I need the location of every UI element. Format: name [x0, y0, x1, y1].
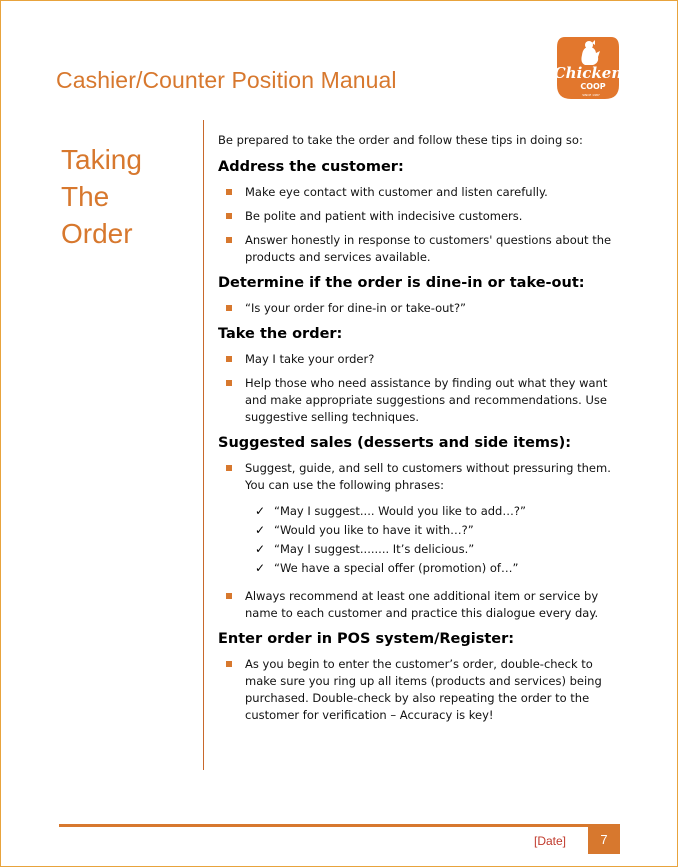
page-number-badge: 7 — [588, 827, 620, 854]
check-item — [245, 540, 623, 559]
list-item-text: Make eye contact with customer and listen carefully. — [245, 185, 548, 199]
section-title-line-2: Order — [61, 218, 133, 249]
vertical-divider — [203, 120, 204, 770]
bullet-list-take-order — [218, 351, 623, 426]
check-item — [245, 521, 623, 540]
document-title: Cashier/Counter Position Manual — [56, 67, 397, 93]
heading-suggested-sales: Suggested sales (desserts and side items): — [218, 435, 572, 451]
list-item — [218, 300, 623, 317]
list-item — [218, 460, 623, 578]
square-bullet-icon — [226, 593, 232, 599]
list-item-text: May I take your order? — [245, 352, 375, 366]
checkmark-icon: ✓ — [255, 542, 266, 556]
square-bullet-icon — [226, 465, 232, 471]
bullet-list-suggested-sales — [218, 460, 623, 622]
list-item — [218, 656, 623, 724]
list-item — [218, 232, 623, 266]
intro-text: Be prepared to take the order and follow these tips in doing so: — [218, 133, 583, 147]
content-body — [218, 132, 623, 731]
list-item — [218, 184, 623, 201]
heading-address-customer: Address the customer: — [218, 159, 404, 175]
svg-text:Chicken: Chicken — [553, 64, 623, 82]
logo-graphic — [553, 33, 623, 103]
check-item-text: “May I suggest........ It’s delicious.” — [274, 542, 475, 556]
list-item-text: Answer honestly in response to customers' questions about the products and services available. — [245, 233, 612, 264]
bullet-list-address-customer — [218, 184, 623, 266]
svg-text:SINCE 1987: SINCE 1987 — [582, 93, 600, 97]
list-item-text: Always recommend at least one additional item or service by name to each customer and practice this dialogue every day. — [245, 589, 599, 620]
square-bullet-icon — [226, 661, 232, 667]
footer-rule — [59, 824, 620, 827]
check-item-text: “May I suggest.... Would you like to add…?” — [274, 504, 526, 518]
check-item — [245, 559, 623, 578]
square-bullet-icon — [226, 380, 232, 386]
heading-dine-in-take-out: Determine if the order is dine-in or take-out: — [218, 275, 585, 291]
list-item — [218, 375, 623, 426]
checkmark-icon: ✓ — [255, 523, 266, 537]
list-item — [218, 588, 623, 622]
list-item-text: Be polite and patient with indecisive customers. — [245, 209, 523, 223]
bullet-list-dine-in-take-out — [218, 300, 623, 317]
square-bullet-icon — [226, 305, 232, 311]
heading-enter-order-pos: Enter order in POS system/Register: — [218, 631, 515, 647]
section-title-line-1: Taking The — [61, 144, 142, 212]
check-item — [245, 502, 623, 521]
check-item-text: “Would you like to have it with…?” — [274, 523, 474, 537]
list-item-text: Suggest, guide, and sell to customers without pressuring them. You can use the following phrases: — [245, 461, 611, 492]
check-list-phrases — [245, 502, 623, 578]
checkmark-icon: ✓ — [255, 504, 266, 518]
svg-text:COOP: COOP — [580, 82, 606, 91]
list-item-text: As you begin to enter the customer’s order, double-check to make sure you ring up all items (products and services) being purchased. Double-check by also repeating the order to the customer for verification – Accuracy is key! — [245, 657, 602, 722]
list-item — [218, 351, 623, 368]
square-bullet-icon — [226, 356, 232, 362]
footer-date: [Date] — [534, 834, 567, 848]
heading-take-order: Take the order: — [218, 326, 343, 342]
list-item — [218, 208, 623, 225]
square-bullet-icon — [226, 237, 232, 243]
chicken-coop-logo — [553, 33, 623, 103]
checkmark-icon: ✓ — [255, 561, 266, 575]
list-item-text: Help those who need assistance by finding out what they want and make appropriate suggestions and recommendations. Use suggestive selling techniques. — [245, 376, 608, 424]
section-title — [61, 141, 196, 252]
square-bullet-icon — [226, 213, 232, 219]
bullet-list-enter-order-pos — [218, 656, 623, 724]
square-bullet-icon — [226, 189, 232, 195]
list-item-text: “Is your order for dine-in or take-out?” — [245, 301, 467, 315]
check-item-text: “We have a special offer (promotion) of…” — [274, 561, 519, 575]
